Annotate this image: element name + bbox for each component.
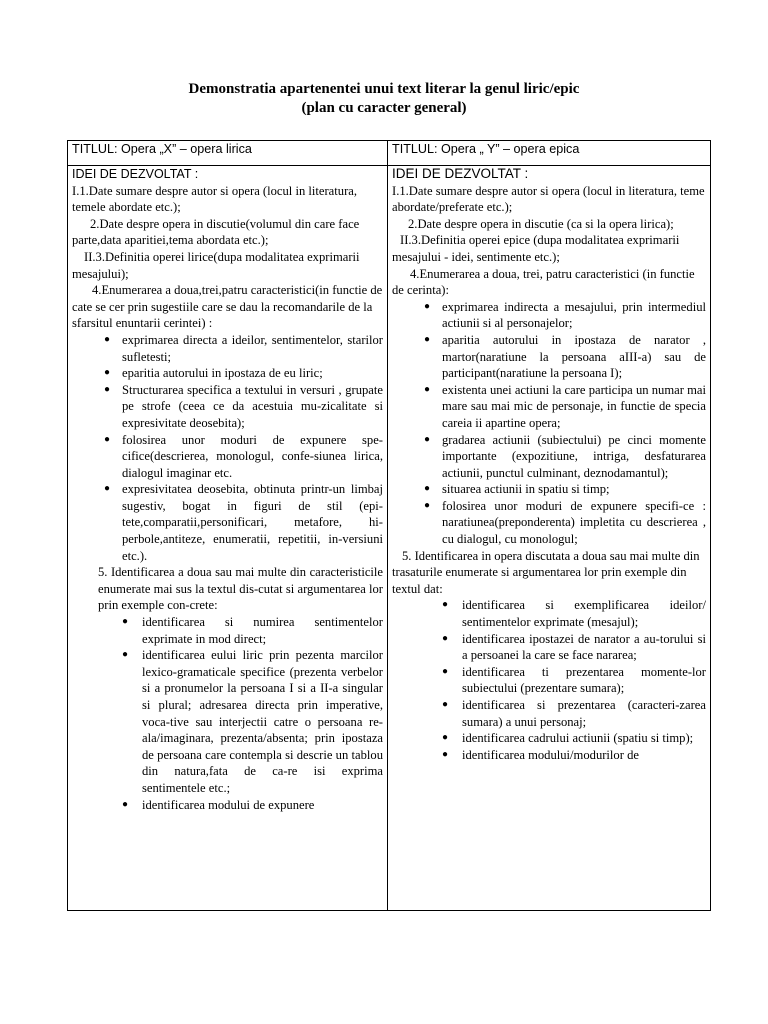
list-item: ● folosirea unor moduri de expunere specifi-ce : naratiunea(preponderenta) impletita cu descrierea , cu dialogul, cu monologul; bbox=[424, 498, 706, 547]
list-item: ● folosirea unor moduri de expunere spe-cifice(descrierea, monologul, confe-siunea lirica, dialogul imaginar etc. bbox=[104, 432, 383, 480]
bullet-icon: ● bbox=[122, 798, 129, 810]
bullet-icon: ● bbox=[442, 699, 449, 710]
right-point-4: 4.Enumerarea a doua, trei, patru caracteristici (in functie de cerinta): bbox=[392, 266, 695, 298]
bullet-icon: ● bbox=[122, 616, 129, 628]
list-item: ● identificarea si exemplificarea ideilor/ sentimentelor exprimate (mesajul); bbox=[442, 598, 706, 630]
bullet-icon: ● bbox=[424, 499, 431, 511]
right-ideas-heading: IDEI DE DEZVOLTAT : bbox=[392, 166, 529, 181]
bullet-icon: ● bbox=[442, 632, 449, 644]
bullet-icon: ● bbox=[424, 333, 431, 345]
bullet-icon: ● bbox=[442, 748, 449, 760]
list-item: ● gradarea actiunii (subiectului) pe cinci momente importante (expozitiune, intriga, desfaturarea actiunii, punctul culminant, deznodamantul); bbox=[424, 432, 706, 480]
bullet-icon: ● bbox=[122, 649, 129, 661]
title-line-1: Demonstratia apartenentei unui text literar la genul liric/epic bbox=[188, 81, 580, 97]
left-point-2: 2.Date despre opera in discutie(volumul din care face parte,data aparitiei,tema abordata etc.); bbox=[72, 216, 360, 248]
bullet-icon: ● bbox=[424, 483, 431, 495]
left-point-5: 5. Identificarea a doua sau mai multe din caracteristicile enumerate mai sus la textul dis-cutat si argumentarea lor prin exemple con-crete: bbox=[98, 565, 383, 613]
left-point-1: I.1.Date sumare despre autor si opera (locul in literatura, temele abordate etc.); bbox=[72, 183, 357, 215]
right-point-3: II.3.Definitia operei epice (dupa modalitatea exprimarii mesajului - idei, sentimente etc.); bbox=[392, 233, 680, 264]
left-identification-list bbox=[72, 614, 383, 813]
list-item: ● identificarea ipostazei de narator a au-torului si a persoanei la care se face nararea; bbox=[442, 631, 706, 663]
bullet-icon: ● bbox=[104, 367, 111, 379]
list-item: ● identificarea ti prezentarea momente-lor subiectului (prezentare sumara); bbox=[442, 664, 706, 696]
bullet-icon: ● bbox=[104, 333, 111, 345]
bullet-icon: ● bbox=[424, 383, 431, 395]
right-point-5: 5. Identificarea in opera discutata a doua sau mai multe din trasaturile enumerate si argumentarea lor prin exemple din textul dat: bbox=[392, 548, 700, 596]
list-item: ● Structurarea specifica a textului in versuri , grupate pe strofe (ceea ce da acestuia mu-zicalitate si expresivitate deosebita); bbox=[104, 382, 383, 430]
bullet-icon: ● bbox=[442, 732, 449, 744]
left-characteristics-list bbox=[72, 332, 383, 564]
content-row bbox=[68, 166, 711, 911]
left-point-4: 4.Enumerarea a doua,trei,patru caracteristici(in functie de cate se cer prin sugestiile care se dau la recomandarile de la sfarsitul enuntarii cerintei) : bbox=[72, 283, 383, 331]
title-line-2: (plan cu caracter general) bbox=[301, 100, 467, 116]
bullet-icon: ● bbox=[442, 665, 449, 677]
list-item: ● exprimarea directa a ideilor, sentimentelor, starilor sufletesti; bbox=[104, 332, 383, 364]
list-item: ● identificarea cadrului actiunii (spatiu si timp); bbox=[442, 731, 694, 746]
bullet-icon: ● bbox=[104, 483, 111, 495]
document-title bbox=[0, 80, 768, 118]
bullet-icon: ● bbox=[424, 433, 431, 445]
list-item: ● identificarea modului de expunere bbox=[122, 797, 315, 812]
right-content-cell bbox=[388, 166, 711, 911]
list-item: ● exprimarea indirecta a mesajului, prin intermediul actiunii si al personajelor; bbox=[424, 299, 706, 331]
list-item: ● aparitia autorului in ipostaza de narator , martor(naratiune la persoana aIII-a) sau de participant(naratiune la persoana I); bbox=[424, 332, 706, 381]
right-identification-list bbox=[392, 597, 706, 763]
list-item: ● identificarea eului liric prin pezenta marcilor lexico-gramaticale specifice (prezenta verbelor si a pronumelor la persoana I si a II-a singular si plural; adresarea directa prin imperative, voca-tive sau interjectii catre o persoana re-ala/imaginara, prezenta/absenta; prin ipostaza de persoana care contempla si descrie un tablou din natura,fata de ca-re isi exprima sentimentele etc.; bbox=[122, 648, 383, 795]
bullet-icon: ● bbox=[104, 433, 111, 445]
list-item: ● identificarea modului/modurilor de bbox=[442, 747, 639, 762]
list-item: ● existenta unei actiuni la care participa un numar mai mare sau mai mic de personaje, in functie de specia careia ii apartine opera; bbox=[424, 382, 706, 430]
plan-table bbox=[67, 140, 711, 911]
left-header-cell: TITLUL: Opera „X” – opera lirica bbox=[68, 141, 388, 166]
list-item: ● expresivitatea deosebita, obtinuta printr-un limbaj sugestiv, bogat in figuri de stil (epi-tete,comparatii,personificari, metafore, hi-perbole,antiteze, enumeratii, repetitii, in-versiuni etc.). bbox=[104, 482, 383, 563]
header-row bbox=[68, 141, 711, 166]
bullet-icon: ● bbox=[424, 300, 431, 312]
right-point-1: I.1.Date sumare despre autor si opera (locul in literatura, teme abordate/preferate etc.); bbox=[392, 183, 705, 215]
list-item: ● identificarea si prezentarea (caracteri-zarea sumara) a unui personaj; bbox=[442, 698, 706, 729]
bullet-icon: ● bbox=[104, 383, 111, 395]
left-content-cell bbox=[68, 166, 388, 911]
list-item: ● identificarea si numirea sentimentelor exprimate in mod direct; bbox=[122, 615, 383, 646]
right-point-2: 2.Date despre opera in discutie (ca si la opera lirica); bbox=[408, 216, 674, 231]
left-point-3: II.3.Definitia operei lirice(dupa modalitatea exprimarii mesajului); bbox=[72, 249, 360, 281]
left-ideas-heading: IDEI DE DEZVOLTAT : bbox=[72, 167, 199, 181]
right-characteristics-list bbox=[392, 299, 706, 548]
right-header-cell: TITLUL: Opera „ Y” – opera epica bbox=[388, 141, 711, 166]
list-item: ● eparitia autorului in ipostaza de eu liric; bbox=[104, 366, 323, 381]
bullet-icon: ● bbox=[442, 599, 449, 611]
list-item: ● situarea actiunii in spatiu si timp; bbox=[424, 482, 610, 497]
